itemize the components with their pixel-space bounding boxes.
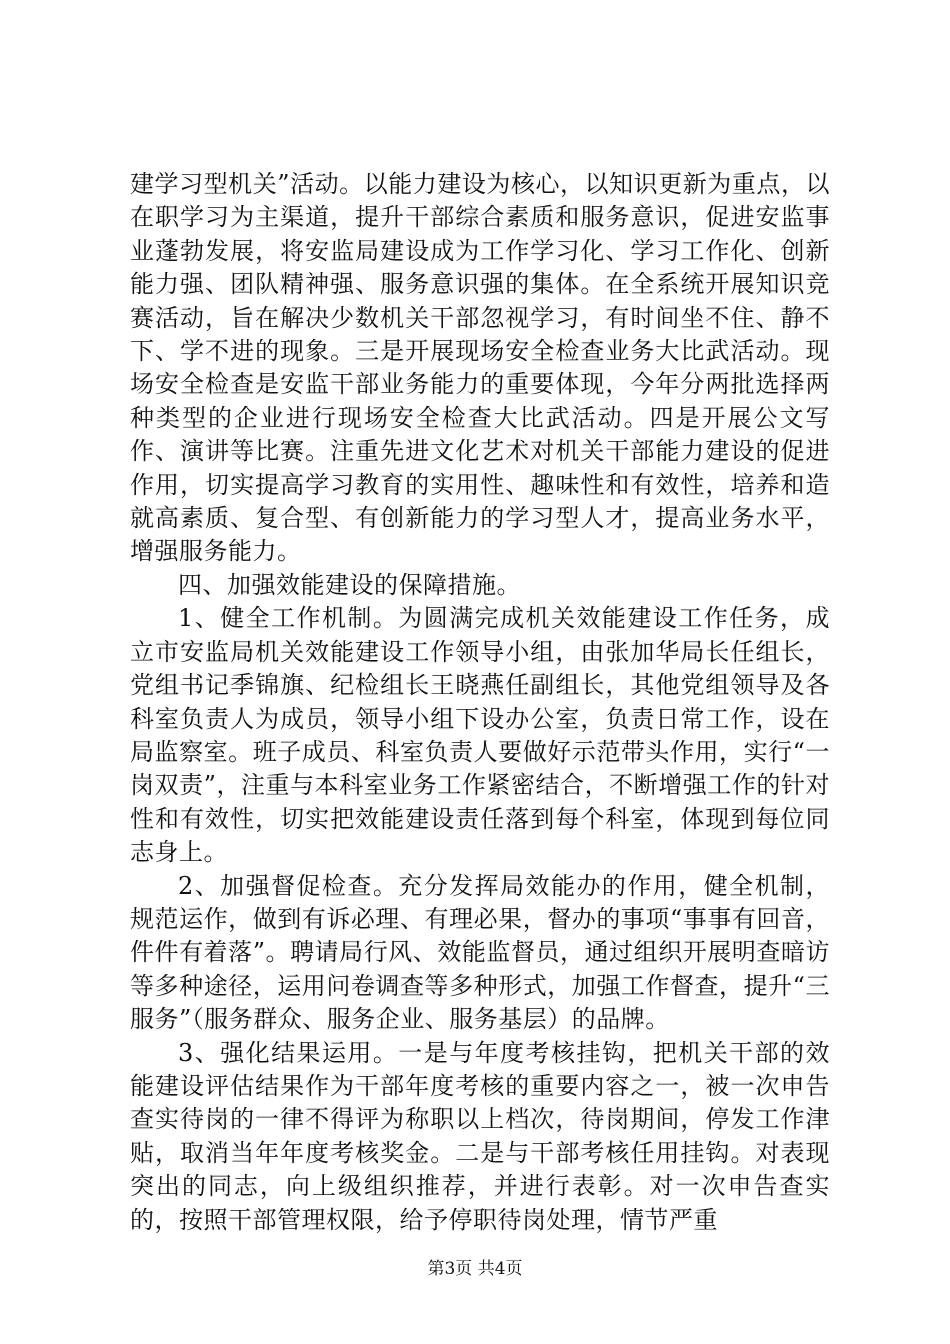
paragraph-results: 3、强化结果运用。一是与年度考核挂钩，把机关干部的效能建设评估结果作为干部年度考核的重要内容之一，被一次申告查实待岗的一律不得评为称职以上档次，待岗期间，停发工作津贴，取消当年年度考核奖金。二是与干部考核任用挂钩。对表现突出的同志，向上级组织推荐，并进行表彰。对一次申告查实的，按照干部管理权限，给予停职待岗处理，情节严重: [130, 1038, 830, 1234]
page-footer: 第3页 共4页: [427, 1259, 523, 1279]
document-body: [130, 168, 830, 1237]
section-heading: 四、加强效能建设的保障措施。: [178, 570, 521, 599]
paragraph-work-mechanism: 1、健全工作机制。为圆满完成机关效能建设工作任务，成立市安监局机关效能建设工作领导小组，由张加华局长任组长，党组书记季锦旗、纪检组长王晓燕任副组长，其他党组领导及各科室负责人为成员，领导小组下设办公室，负责日常工作，设在局监察室。班子成员、科室负责人要做好示范带头作用，实行“一岗双责”，注重与本科室业务工作紧密结合，不断增强工作的针对性和有效性，切实把效能建设责任落到每个科室，体现到每位同志身上。: [130, 604, 830, 867]
paragraph-supervision: 2、加强督促检查。充分发挥局效能办的作用，健全机制，规范运作，做到有诉必理、有理必果，督办的事项“事事有回音，件件有着落”。聘请局行风、效能监督员，通过组织开展明查暗访等多种途径，运用问卷调查等多种形式，加强工作督查，提升“三服务”（服务群众、服务企业、服务基层）的品牌。: [130, 871, 830, 1034]
paragraph-continuation: 建学习型机关”活动。以能力建设为核心，以知识更新为重点，以在职学习为主渠道，提升干部综合素质和服务意识，促进安监事业蓬勃发展，将安监局建设成为工作学习化、学习工作化、创新能力强、团队精神强、服务意识强的集体。在全系统开展知识竞赛活动，旨在解决少数机关干部忽视学习，有时间坐不住、静不下、学不进的现象。三是开展现场安全检查业务大比武活动。现场安全检查是安监干部业务能力的重要体现，今年分两批选择两种类型的企业进行现场安全检查大比武活动。四是开展公文写作、演讲等比赛。注重先进文化艺术对机关干部能力建设的促进作用，切实提高学习教育的实用性、趣味性和有效性，培养和造就高素质、复合型、有创新能力的学习型人才，提高业务水平，增强服务能力。: [130, 170, 830, 566]
